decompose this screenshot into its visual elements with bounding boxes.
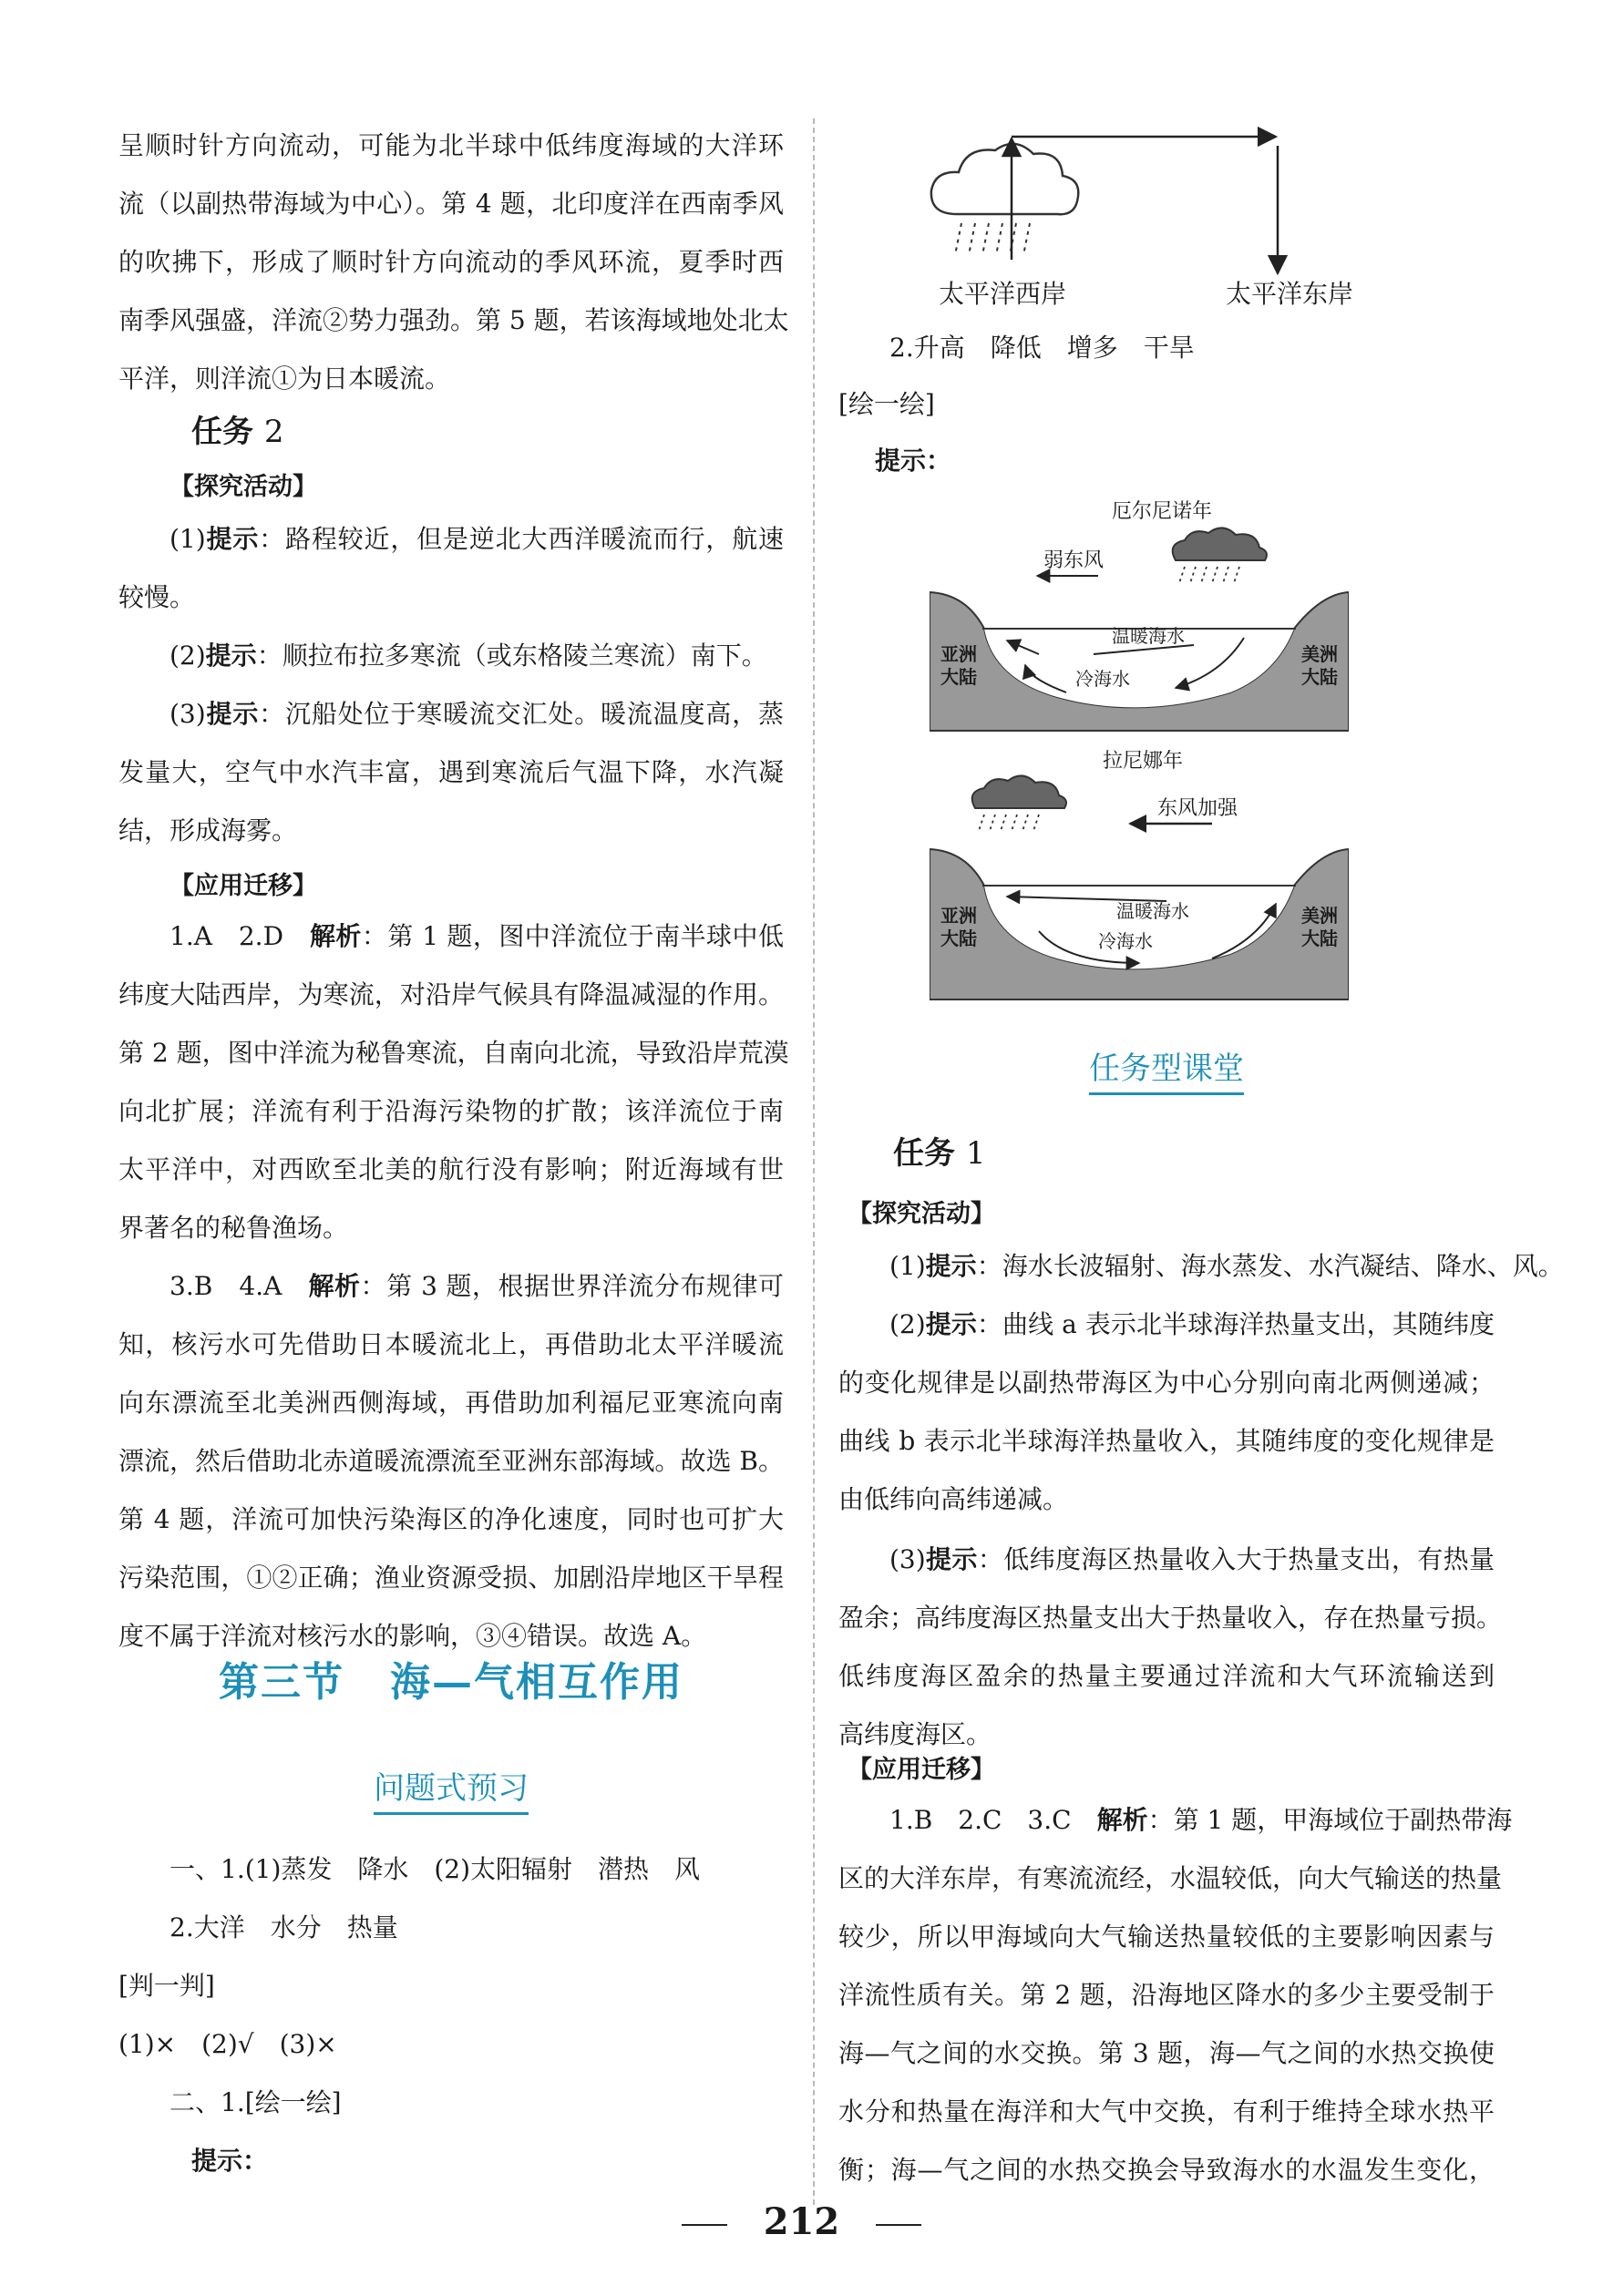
explore-answer-3-right: (3)提示：低纬度海区热量收入大于热量支出，有热量 盈余；高纬度海区热量支出大于热量收入，存在热量亏损。 低纬度海区盈余的热量主要通过洋流和大气环流输送到 高纬度海区。 [838,1544,1503,1749]
strong-east-wind-label: 东风加强 [1157,797,1238,820]
draw-heading-right: [绘一绘] [838,389,935,419]
asia-label-2: 大陆 [940,666,977,688]
judge-heading: [判一判] [118,1971,215,2001]
el-nino-title: 厄尔尼诺年 [1112,500,1213,523]
apply-answer-right: 1.B 2.C 3.C 解析：第 1 题，甲海域位于副热带海 区的大洋东岸，有寒流流经，水温较低，向大气输送的热量 较少，所以甲海域向大气输送热量较低的主要影响因素与 洋流性质有关。第 2 题，沿海地区降水的多少主要受制于 海—气之间的水交换。第 3 题，海—气之间的水热交换使 水分和热量在海洋和大气中交换，有利于维持全球水热平 衡；海—气之间的水热交换会导致海水的水温发生变化， [838,1805,1513,2185]
la-nina-diagram [930,740,1349,1004]
apply-answer-1-2: 1.A 2.D 解析：第 1 题，图中洋流位于南半球中低 纬度大陆西岸，为寒流，对沿岸气候具有降温减湿的作用。 第 2 题，图中洋流为秘鲁寒流，自南向北流，导致沿岸荒漠 向北扩展；洋流有利于沿海污染物的扩散；该洋流位于南 太平洋中，对西欧至北美的航行没有影响；附近海域有世 界著名的秘鲁渔场。 [118,921,789,1243]
section-title: 第三节 海—气相互作用 [219,1659,683,1706]
cold-water-label: 冷海水 [1098,930,1153,952]
america-label: 美洲 [1301,643,1338,665]
draw-heading: 二、1.[绘一绘] [170,2087,342,2117]
hint-label-right: 提示： [875,446,952,476]
explore-activity-heading: 【探究活动】 [170,473,317,501]
warm-water-label: 温暖海水 [1116,900,1189,922]
text-line: 南季风强盛，洋流②势力强劲。第 5 题，若该海域地处北太 [118,305,789,335]
pacific-east-label: 太平洋东岸 [1226,279,1354,309]
el-nino-diagram [930,492,1349,733]
la-nina-title: 拉尼娜年 [1103,750,1184,773]
judge-answers: (1)× (2)√ (3)× [118,2029,337,2059]
column-divider [813,118,815,2205]
asia-label-2: 大陆 [940,928,977,949]
right-column [838,0,1564,2296]
text-line: 流（以副热带海域为中心）。第 4 题，北印度洋在西南季风 [118,189,784,219]
paragraph-answer-continued [118,117,789,408]
america-label-2: 大陆 [1301,666,1338,688]
task-1-heading: 任务 1 [893,1135,986,1172]
explore-answer-2-right: (2)提示：曲线 a 表示北半球海洋热量支出，其随纬度 的变化规律是以副热带海区为中心分别向南北两侧递减； 曲线 b 表示北半球海洋热量收入，其随纬度的变化规律是 由低纬向高纬递减。 [838,1309,1495,1514]
warm-water-label: 温暖海水 [1112,625,1185,647]
page-number: 212 [0,2200,1603,2243]
explore-answer-1: (1)提示：路程较近，但是逆北大西洋暖流而行，航速 较慢。 [118,524,784,612]
text-line: 呈顺时针方向流动，可能为北半球中低纬度海域的大洋环 [118,130,784,160]
preview-answer-2-right: 2.升高 降低 增多 干旱 [889,333,1195,363]
text-line: 平洋，则洋流①为日本暖流。 [118,364,451,394]
task-2-heading: 任务 2 [191,414,284,450]
preview-answer-2: 2.大洋 水分 热量 [170,1912,398,1942]
asia-label: 亚洲 [940,905,977,927]
apply-answer-3-4: 3.B 4.A 解析：第 3 题，根据世界洋流分布规律可 知，核污水可先借助日本暖流北上，再借助北太平洋暖流 向东漂流至北美洲西侧海域，再借助加利福尼亚寒流向南 漂流，然后借助北赤道暖流漂流至亚洲东部海域。故选 B。 第 4 题，洋流可加快污染海区的净化速度，同时也可扩大 污染范围，①②正确；渔业资源受损、加剧沿岸地区干旱程 度不属于洋流对核污水的影响，③④错误。故选 A。 [118,1271,784,1651]
pacific-west-label: 太平洋西岸 [939,279,1067,309]
cloud-rain-icon [1173,528,1267,583]
walker-circulation-diagram [838,109,1495,319]
explore-activity-heading-right: 【探究活动】 [848,1200,995,1228]
apply-transfer-heading-right: 【应用迁移】 [848,1756,995,1784]
hint-label: 提示： [191,2146,269,2176]
cloud-rain-icon [931,144,1078,255]
cloud-rain-icon [972,775,1066,831]
cold-water-label: 冷海水 [1075,668,1130,690]
weak-east-wind-label: 弱东风 [1043,549,1105,572]
preview-title: 问题式预习 [118,1763,784,1808]
explore-answer-3: (3)提示：沉船处位于寒暖流交汇处。暖流温度高，蒸 发量大，空气中水汽丰富，遇到寒流后气温下降，水汽凝 结，形成海雾。 [118,699,784,846]
left-column [118,0,789,2296]
america-label-2: 大陆 [1301,928,1338,949]
text-line: 的吹拂下，形成了顺时针方向流动的季风环流，夏季时西 [118,247,784,277]
preview-answer-1: 一、1.(1)蒸发 降水 (2)太阳辐射 潜热 风 [170,1854,701,1884]
asia-label: 亚洲 [940,643,977,665]
task-class-title: 任务型课堂 [838,1043,1495,1088]
apply-transfer-heading: 【应用迁移】 [170,872,317,900]
america-label: 美洲 [1301,905,1338,927]
explore-answer-1-right: (1)提示：海水长波辐射、海水蒸发、水汽凝结、降水、风。 [889,1251,1564,1281]
explore-answer-2: (2)提示：顺拉布拉多寒流（或东格陵兰寒流）南下。 [170,641,767,671]
